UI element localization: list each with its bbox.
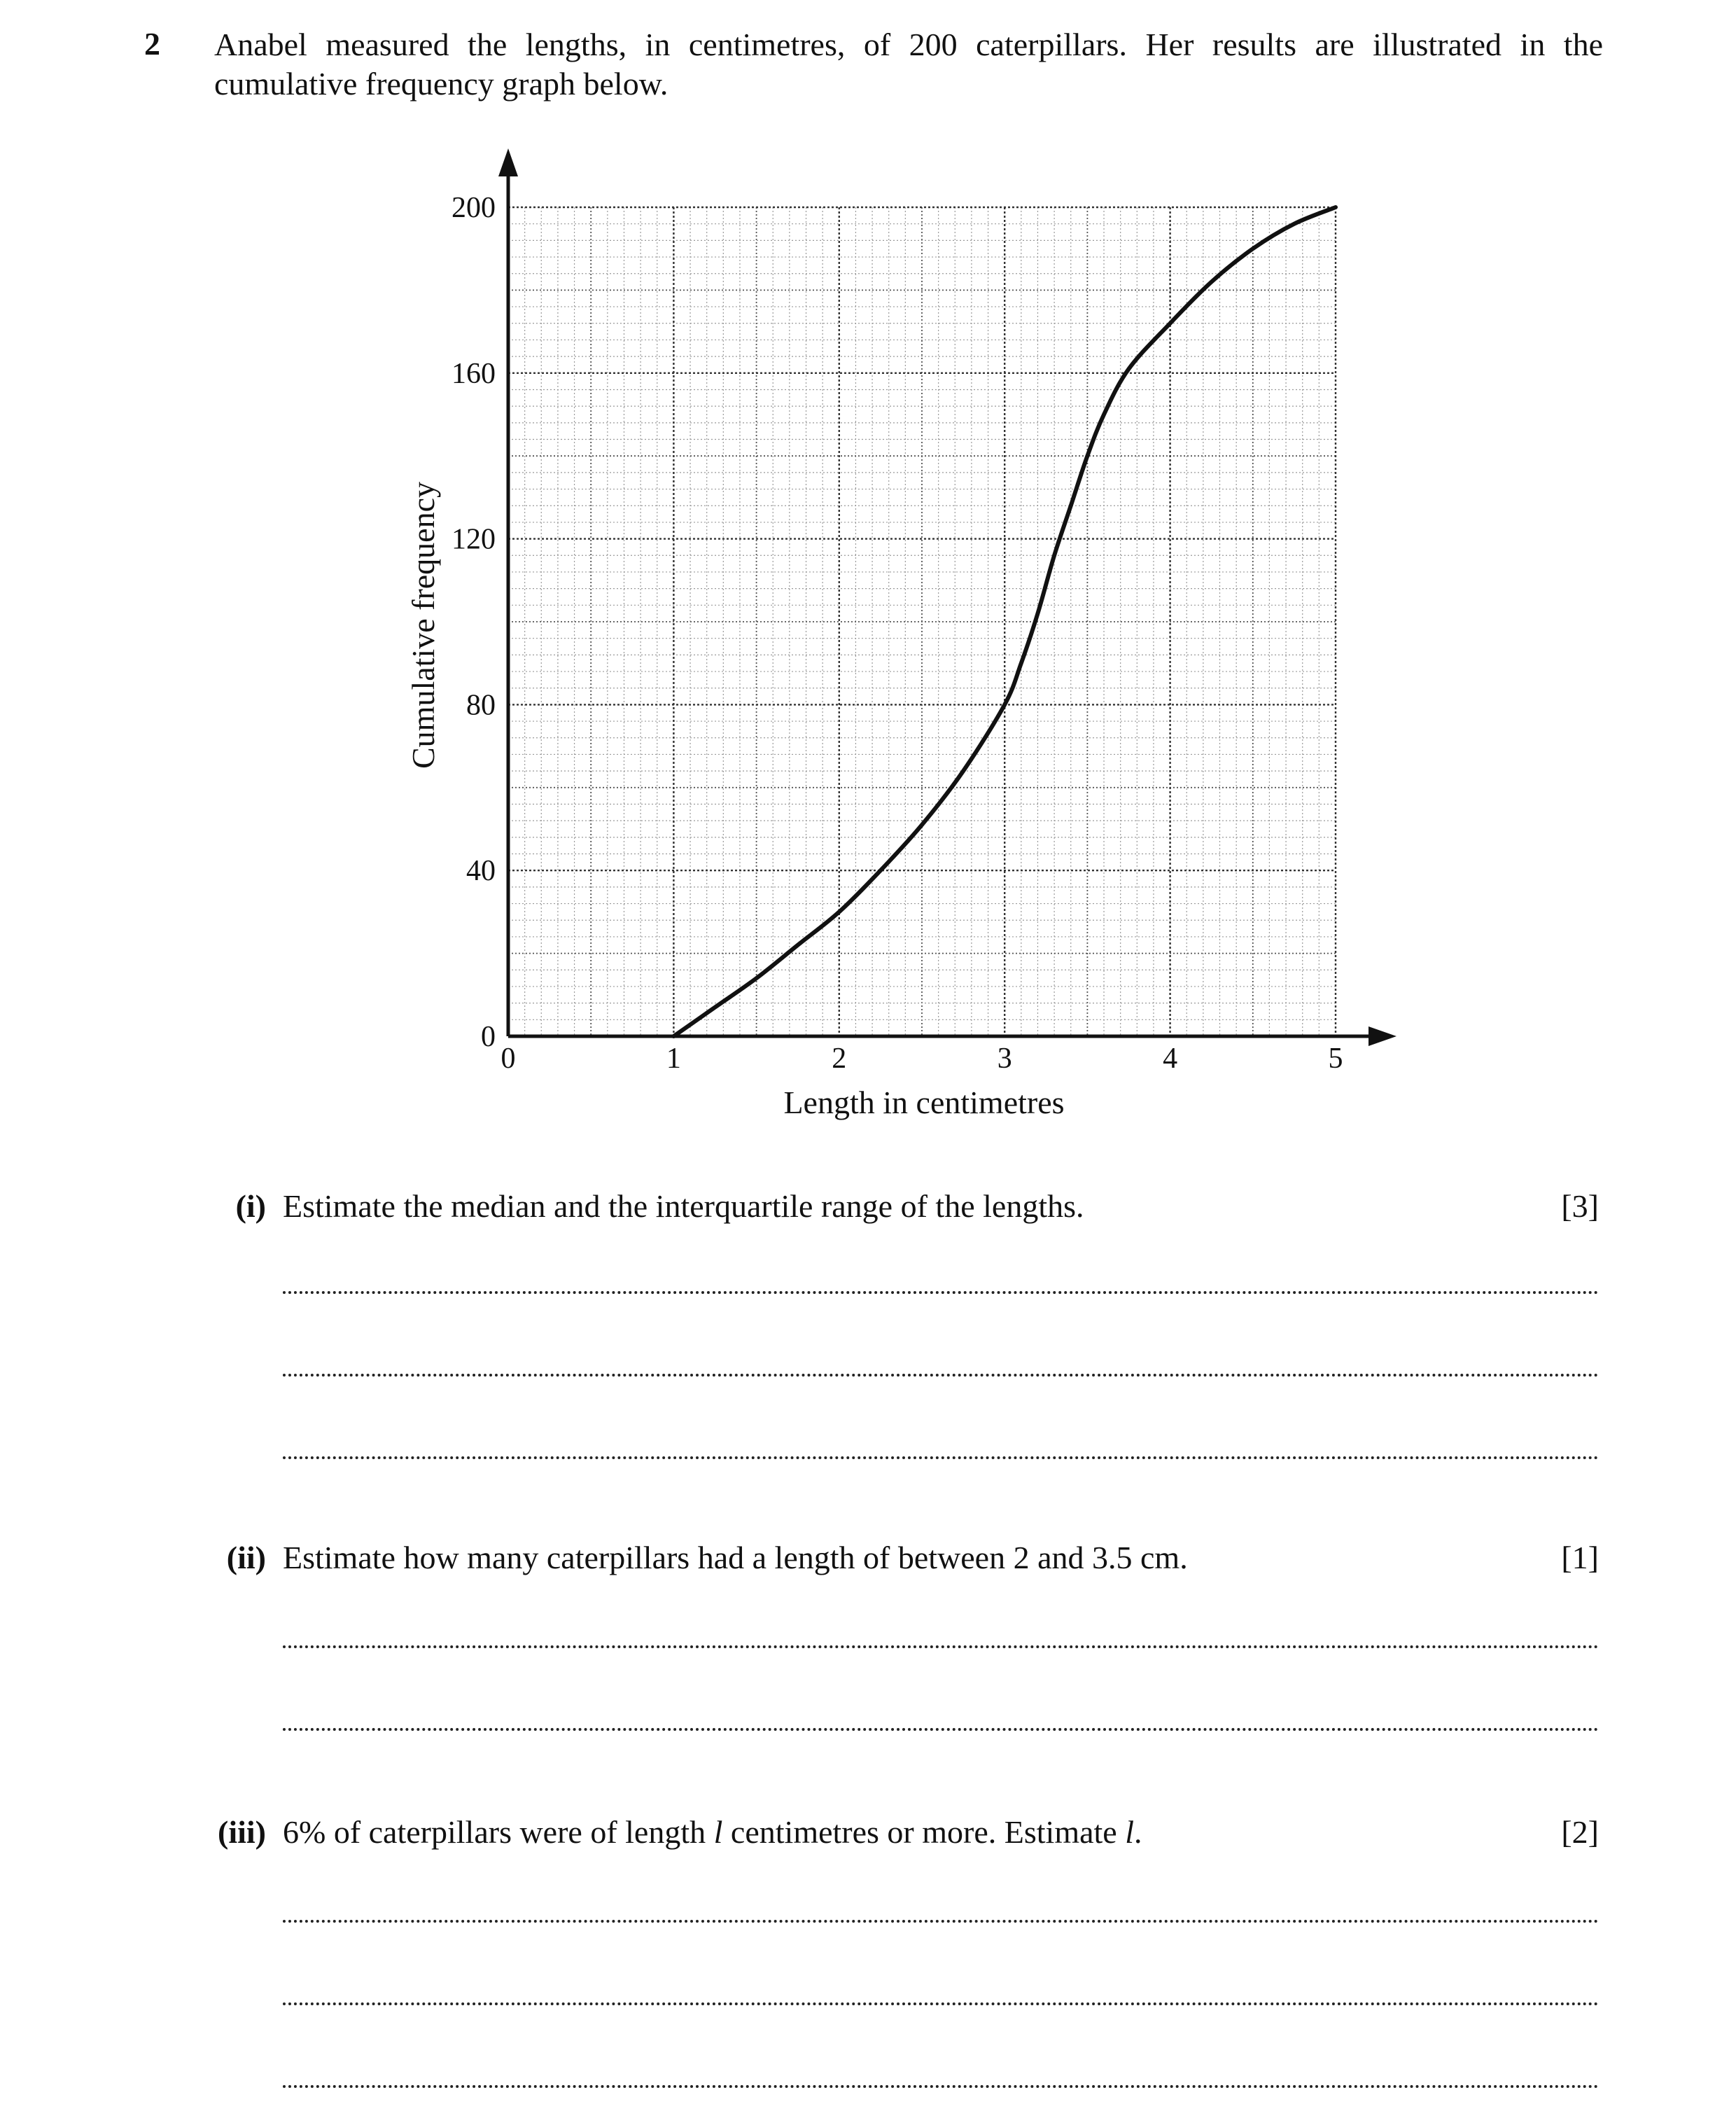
- part-iii-variable: l: [713, 1814, 723, 1850]
- part-iii-text-middle: centimetres or more. Estimate: [722, 1814, 1126, 1850]
- x-tick-label: 0: [500, 1043, 516, 1075]
- y-axis-label: Cumulative frequency: [405, 481, 441, 769]
- y-tick-label: 40: [466, 855, 496, 888]
- x-tick-label: 1: [666, 1043, 681, 1075]
- x-axis-label: Length in centimetres: [783, 1085, 1065, 1120]
- answer-line[interactable]: [283, 2002, 1599, 2005]
- part-iii-label: (iii): [218, 1814, 266, 1850]
- part-iii-variable-2: l: [1125, 1814, 1135, 1850]
- part-iii-marks: [2]: [1561, 1814, 1599, 1850]
- question-number: 2: [144, 26, 160, 62]
- x-tick-label: 5: [1328, 1043, 1343, 1075]
- part-iii-text: [283, 1813, 1142, 1851]
- answer-line[interactable]: [283, 1456, 1599, 1459]
- answer-line[interactable]: [283, 1645, 1599, 1648]
- grid-minor: [508, 207, 1336, 1036]
- y-tick-label: 200: [451, 192, 496, 224]
- answer-line[interactable]: [283, 1728, 1599, 1731]
- part-iii-text-before: 6% of caterpillars were of length: [283, 1814, 714, 1850]
- x-axis-arrow: [1368, 1026, 1396, 1046]
- x-tick-label: 2: [832, 1043, 847, 1075]
- tick-labels: [451, 192, 1343, 1075]
- x-tick-label: 3: [997, 1043, 1012, 1075]
- part-ii-label: (ii): [226, 1540, 266, 1575]
- part-iii-text-end: .: [1134, 1814, 1142, 1850]
- intro-line-2: cumulative frequency graph below.: [214, 66, 668, 102]
- x-tick-label: 4: [1163, 1043, 1178, 1075]
- answer-line[interactable]: [283, 2085, 1599, 2088]
- part-ii-marks: [1]: [1561, 1540, 1599, 1575]
- part-i-text: Estimate the median and the interquartile range of the lengths.: [283, 1188, 1084, 1224]
- part-ii-text: Estimate how many caterpillars had a length of between 2 and 3.5 cm.: [283, 1540, 1188, 1575]
- answer-line[interactable]: [283, 1374, 1599, 1377]
- intro-line-1: Anabel measured the lengths, in centimetres, of 200 caterpillars. Her results are illustrated in the: [214, 27, 1603, 62]
- answer-line[interactable]: [283, 1291, 1599, 1294]
- part-i-marks: [3]: [1561, 1188, 1599, 1224]
- y-tick-label: 0: [481, 1021, 496, 1053]
- y-tick-label: 160: [451, 357, 496, 390]
- answer-line[interactable]: [283, 1920, 1599, 1923]
- y-tick-label: 120: [451, 523, 496, 556]
- axes: [498, 148, 1396, 1046]
- y-tick-label: 80: [466, 689, 496, 722]
- part-i-label: (i): [235, 1188, 266, 1224]
- y-axis-arrow: [498, 148, 518, 176]
